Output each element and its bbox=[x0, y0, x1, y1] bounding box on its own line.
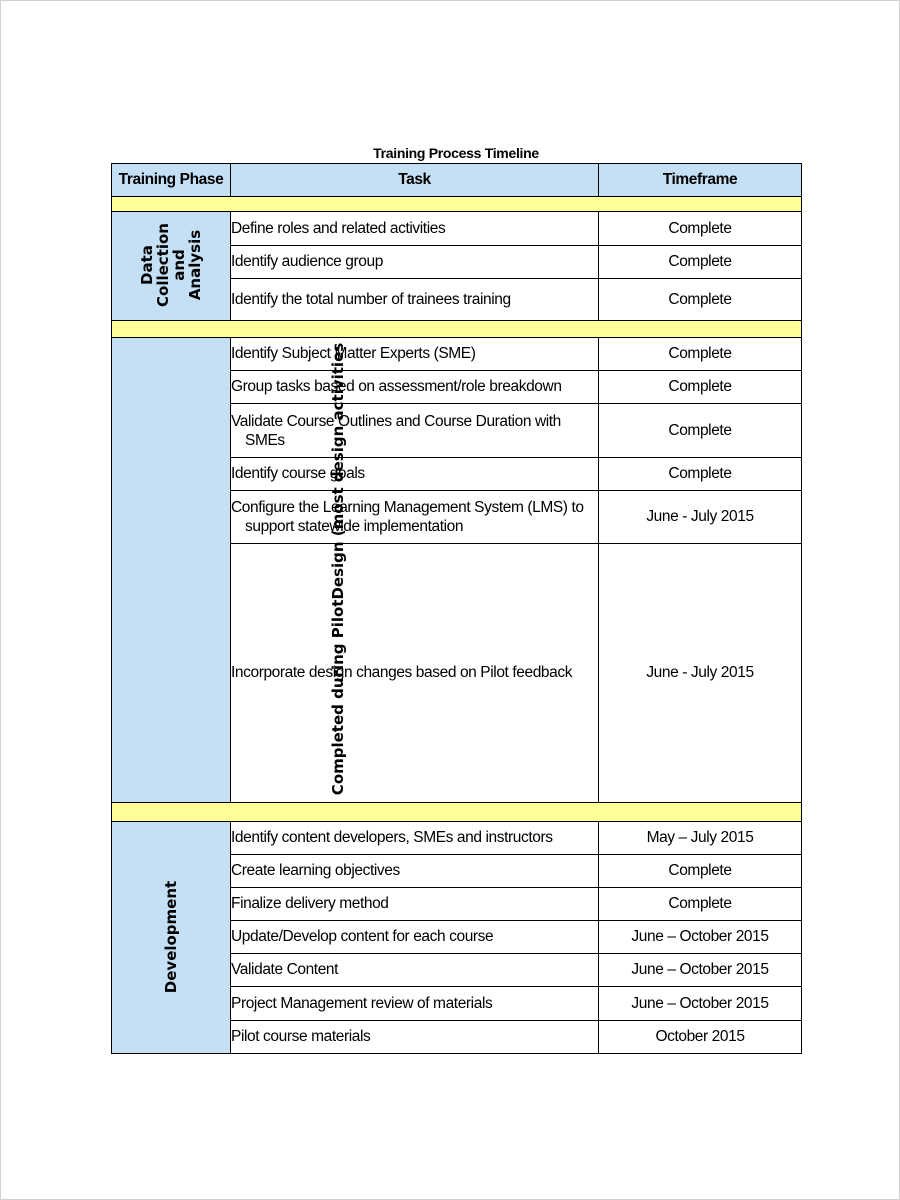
task-cell: Identify audience group bbox=[231, 246, 599, 279]
task-cell: Identify Subject Matter Experts (SME) bbox=[231, 338, 599, 371]
timeframe-cell: June – October 2015 bbox=[599, 954, 802, 987]
header-timeframe: Timeframe bbox=[599, 164, 802, 197]
phase-label: Development bbox=[161, 880, 180, 993]
separator-row bbox=[112, 321, 802, 338]
phase-data-collection bbox=[112, 212, 231, 321]
task-cell: Project Management review of materials bbox=[231, 987, 599, 1021]
task-cell: Define roles and related activities bbox=[231, 212, 599, 246]
header-task: Task bbox=[231, 164, 599, 197]
timeframe-cell: Complete bbox=[599, 458, 802, 491]
timeframe-cell: Complete bbox=[599, 338, 802, 371]
task-line: support statewide implementation bbox=[245, 518, 464, 535]
timeframe-cell: Complete bbox=[599, 888, 802, 921]
task-cell: Identify content developers, SMEs and instructors bbox=[231, 822, 599, 855]
timeline-table bbox=[111, 163, 802, 1054]
timeframe-cell: May – July 2015 bbox=[599, 822, 802, 855]
task-line: SMEs bbox=[245, 431, 285, 449]
table-row bbox=[112, 822, 802, 855]
header-training-phase: Training Phase bbox=[112, 164, 231, 197]
timeframe-cell: October 2015 bbox=[599, 1021, 802, 1054]
task-cell: Pilot course materials bbox=[231, 1021, 599, 1054]
timeframe-cell: Complete bbox=[599, 855, 802, 888]
task-cell: Group tasks based on assessment/role breakdown bbox=[231, 371, 599, 404]
task-cell: Identify course goals bbox=[231, 458, 599, 491]
task-cell: Finalize delivery method bbox=[231, 888, 599, 921]
timeframe-cell: June - July 2015 bbox=[599, 491, 802, 544]
task-cell bbox=[231, 491, 599, 544]
task-cell: Validate Content bbox=[231, 954, 599, 987]
task-line: Validate Course Outlines and Course Duration with bbox=[231, 412, 561, 430]
timeframe-cell: Complete bbox=[599, 246, 802, 279]
document-title: Training Process Timeline bbox=[373, 145, 539, 161]
phase-label: Completed during PilotDesign (most design activities bbox=[329, 342, 348, 796]
task-cell: Create learning objectives bbox=[231, 855, 599, 888]
timeframe-cell: Complete bbox=[599, 404, 802, 458]
header-row bbox=[112, 164, 802, 197]
table-row bbox=[112, 212, 802, 246]
separator-row bbox=[112, 803, 802, 822]
separator-row bbox=[112, 197, 802, 212]
timeframe-cell: Complete bbox=[599, 371, 802, 404]
task-cell bbox=[231, 404, 599, 458]
timeframe-cell: June – October 2015 bbox=[599, 921, 802, 954]
timeframe-cell: June – October 2015 bbox=[599, 987, 802, 1021]
phase-label: Data Collection and Analysis bbox=[138, 223, 204, 307]
timeframe-cell: Complete bbox=[599, 212, 802, 246]
task-cell: Identify the total number of trainees training bbox=[231, 279, 599, 321]
timeframe-cell: Complete bbox=[599, 279, 802, 321]
phase-development bbox=[112, 822, 231, 1054]
timeframe-cell: June - July 2015 bbox=[599, 544, 802, 803]
table-row bbox=[112, 338, 802, 371]
task-cell: Incorporate design changes based on Pilot feedback bbox=[231, 544, 599, 803]
task-cell: Update/Develop content for each course bbox=[231, 921, 599, 954]
task-line: Configure the Learning Management System (LMS) to bbox=[231, 499, 584, 516]
